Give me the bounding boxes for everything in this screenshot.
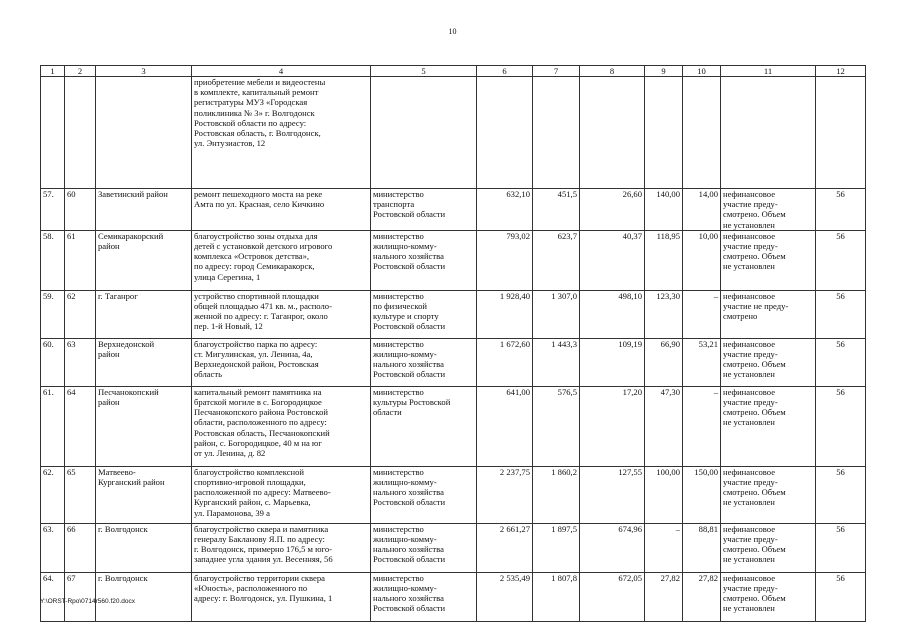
value-col6-cell: 1 928,40	[499, 290, 530, 301]
row-id-cell: 63	[67, 338, 76, 349]
district-cell: г. Волгодонск	[98, 523, 148, 534]
data-table	[40, 65, 866, 622]
column-header: 11	[721, 66, 816, 77]
value-col10-cell: 10,00	[698, 230, 718, 241]
participation-cell: нефинансовое участие преду- смотрено. Объем не установлен	[723, 572, 786, 614]
ministry-cell: министерство жилищно-комму- нального хозяйства Ростовской области	[373, 572, 446, 614]
district-cell: Заветинский район	[98, 189, 168, 199]
district-cell: Семикаракорский район	[98, 230, 164, 252]
value-col9-cell: 66,90	[660, 338, 680, 349]
ministry-cell: министерство культуры Ростовской области	[373, 386, 451, 418]
table-row	[41, 290, 866, 338]
row-id-cell: 64	[67, 386, 76, 397]
value-col10-cell: –	[713, 386, 718, 397]
column-header: 10	[683, 66, 721, 77]
value-col6-cell: 632,10	[506, 189, 530, 199]
value-col7-cell: 1 897,5	[551, 523, 577, 534]
value-col9-cell: 27,82	[660, 572, 680, 583]
description-cell: устройство спортивной площадки общей площадью 471 кв. м., располо- женной по адресу: г. Таганрог, около пер. 1-й Новый, 12	[194, 290, 332, 332]
value-col6-cell: 1 672,60	[499, 338, 530, 349]
participation-cell: нефинансовое участие преду- смотрено. Объем не установлен	[723, 338, 786, 380]
value-col9-cell: –	[675, 523, 680, 534]
description-cell: благоустройство парка по адресу: ст. Мигулинская, ул. Ленина, 4а, Верхнедонской район, Ростовская область	[194, 338, 319, 380]
value-col8-cell: 498,10	[618, 290, 642, 301]
value-col10-cell: 88,81	[698, 523, 718, 534]
value-col8-cell: 109,19	[618, 338, 642, 349]
value-col7-cell: 576,5	[557, 386, 577, 397]
value-col6-cell: 2 237,75	[499, 466, 530, 477]
row-number-cell: 64.	[43, 572, 54, 583]
ministry-cell: министерство жилищно-комму- нального хозяйства Ростовской области	[373, 230, 446, 272]
description-cell: капитальный ремонт памятника на братской могиле в с. Богородицкое Песчанокопского района Ростовской области, расположенного по адресу: Ростовская область, Песчанокопский район, с. Богородицкое, 40 м на юг от ул. Ленина, д. 82	[194, 386, 330, 459]
page-number: 10	[448, 27, 457, 36]
value-col9-cell: 47,30	[660, 386, 680, 397]
column-header: 6	[477, 66, 533, 77]
column-header: 8	[580, 66, 645, 77]
value-col6-cell: 641,00	[506, 386, 530, 397]
value-col7-cell: 1 860,2	[551, 466, 577, 477]
district-cell: г. Волгодонск	[98, 572, 148, 583]
value-col8-cell: 40,37	[622, 230, 642, 241]
value-col7-cell: 451,5	[557, 189, 577, 199]
ministry-cell: министерство жилищно-комму- нального хозяйства Ростовской области	[373, 466, 446, 508]
code-cell: 56	[836, 466, 845, 477]
continuation-row	[41, 77, 866, 189]
value-col10-cell: 53,21	[698, 338, 718, 349]
row-number-cell: 58.	[43, 230, 54, 241]
participation-cell: нефинансовое участие преду- смотрено. Объем не установлен	[723, 189, 786, 230]
column-header: 3	[96, 66, 192, 77]
value-col8-cell: 26,60	[622, 189, 642, 199]
ministry-cell: министерство жилищно-комму- нального хозяйства Ростовской области	[373, 523, 446, 565]
table-row	[41, 466, 866, 523]
row-number-cell: 63.	[43, 523, 54, 534]
column-header: 5	[371, 66, 477, 77]
value-col6-cell: 793,02	[506, 230, 530, 241]
participation-cell: нефинансовое участие преду- смотрено. Объем не установлен	[723, 466, 786, 508]
row-id-cell: 61	[67, 230, 76, 241]
value-col9-cell: 118,95	[656, 230, 680, 241]
value-col8-cell: 674,96	[618, 523, 642, 534]
row-id-cell: 66	[67, 523, 76, 534]
column-header: 7	[533, 66, 580, 77]
table-row	[41, 386, 866, 466]
code-cell: 56	[836, 230, 845, 241]
row-id-cell: 65	[67, 466, 76, 477]
row-id-cell: 60	[67, 189, 76, 199]
row-id-cell: 62	[67, 290, 76, 301]
participation-cell: нефинансовое участие преду- смотрено. Объем не установлен	[723, 230, 786, 272]
column-header: 9	[645, 66, 683, 77]
row-number-cell: 59.	[43, 290, 54, 301]
code-cell: 56	[836, 290, 845, 301]
column-header: 1	[41, 66, 65, 77]
ministry-cell: министерство по физической культуре и спорту Ростовской области	[373, 290, 446, 332]
column-header: 2	[65, 66, 96, 77]
table-row	[41, 523, 866, 572]
value-col10-cell: 27,82	[698, 572, 718, 583]
value-col7-cell: 1 807,8	[551, 572, 577, 583]
participation-cell: нефинансовое участие преду- смотрено. Объем не установлен	[723, 386, 786, 428]
value-col10-cell: –	[713, 290, 718, 301]
value-col10-cell: 14,00	[698, 189, 718, 199]
header-row	[41, 66, 866, 77]
code-cell: 56	[836, 572, 845, 583]
column-header: 4	[192, 66, 371, 77]
value-col6-cell: 2 535,49	[499, 572, 530, 583]
value-col10-cell: 150,00	[694, 466, 718, 477]
district-cell: Песчанокопский район	[98, 386, 159, 408]
district-cell: Верхнедонской район	[98, 338, 155, 360]
value-col9-cell: 123,30	[656, 290, 680, 301]
participation-cell: нефинансовое участие не преду- смотрено	[723, 290, 789, 322]
code-cell: 56	[836, 189, 845, 199]
description-cell: благоустройство зоны отдыха для детей с установкой детского игрового комплекса «Островок детства», по адресу: город Семикаракорск, улица Серегина, 1	[194, 230, 333, 282]
table-row	[41, 338, 866, 386]
code-cell: 56	[836, 386, 845, 397]
ministry-cell: министерство транспорта Ростовской области	[373, 189, 446, 220]
value-col8-cell: 672,05	[618, 572, 642, 583]
table-row	[41, 572, 866, 621]
table-row	[41, 189, 866, 231]
description-cell: благоустройство сквера и памятника генералу Бакланову Я.П. по адресу: г. Волгодонск, примерно 176,5 м юго- западнее угла здания ул. Весенняя, 56	[194, 523, 333, 565]
district-cell: г. Таганрог	[98, 290, 138, 301]
column-header: 12	[816, 66, 866, 77]
district-cell: Матвеево- Курганский район	[98, 466, 165, 488]
description-cell: благоустройство территории сквера «Юность», расположенного по адресу: г. Волгодонск, ул. Пушкина, 1	[194, 572, 333, 604]
row-number-cell: 57.	[43, 189, 54, 199]
code-cell: 56	[836, 338, 845, 349]
description-cell: благоустройство комплексной спортивно-игровой площадки, расположенной по адресу: Матвеево- Курганский район, с. Марьевка, ул. Парамонова, 39 а	[194, 466, 331, 518]
file-path-footer: Y:\ORST-Rpo\0714r560.f20.docx	[40, 598, 136, 605]
value-col6-cell: 2 661,27	[499, 523, 530, 534]
value-col7-cell: 1 443,3	[551, 338, 577, 349]
row-number-cell: 62.	[43, 466, 54, 477]
row-id-cell: 67	[67, 572, 76, 583]
value-col7-cell: 1 307,0	[551, 290, 577, 301]
participation-cell: нефинансовое участие преду- смотрено. Объем не установлен	[723, 523, 786, 565]
row-number-cell: 60.	[43, 338, 54, 349]
continuation-description: приобретение мебели и видеостены в комплекте, капитальный ремонт регистратуры МУЗ «Городская поликлиника № 3» г. Волгодонск Ростовской области по адресу: Ростовская область, г. Волгодонск, ул. Энтузиастов, 12	[194, 77, 326, 149]
value-col9-cell: 100,00	[656, 466, 680, 477]
code-cell: 56	[836, 523, 845, 534]
description-cell: ремонт пешеходного моста на реке Амта по ул. Красная, село Кичкино	[194, 189, 325, 210]
ministry-cell: министерство жилищно-комму- нального хозяйства Ростовской области	[373, 338, 446, 380]
row-number-cell: 61.	[43, 386, 54, 397]
value-col9-cell: 140,00	[656, 189, 680, 199]
value-col7-cell: 623,7	[557, 230, 577, 241]
table-row	[41, 230, 866, 290]
value-col8-cell: 17,20	[622, 386, 642, 397]
value-col8-cell: 127,55	[618, 466, 642, 477]
